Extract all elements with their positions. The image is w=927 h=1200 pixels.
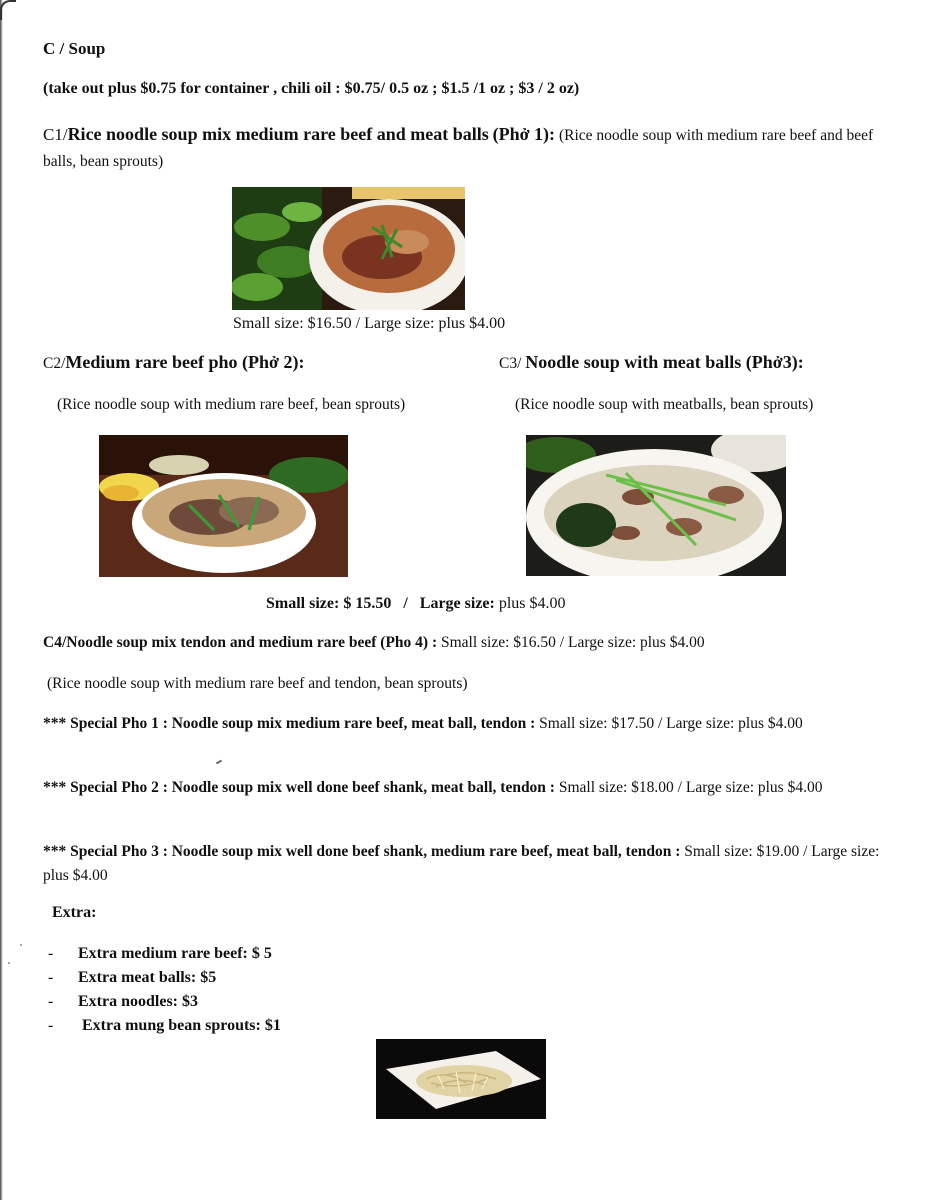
pho2-photo-art (99, 435, 348, 577)
item-c4-description: (Rice noodle soup with medium rare beef and tendon, bean sprouts) (47, 675, 468, 692)
extras-list-item (48, 942, 281, 966)
c2-c3-small-price: Small size: $ 15.50 (266, 595, 392, 612)
scan-speck (216, 760, 222, 765)
special-pho-2 (43, 776, 903, 800)
item-c4 (43, 634, 705, 652)
c2-c3-large-value: plus $4.00 (498, 595, 566, 612)
special-pho-1-price: Small size: $17.50 / Large size: plus $4.00 (539, 715, 803, 732)
item-c2-description: (Rice noodle soup with medium rare beef, bean sprouts) (57, 396, 406, 413)
scan-corner-mark (0, 0, 16, 20)
scan-speck (8, 962, 10, 964)
item-c4-price: Small size: $16.50 / Large size: plus $4.00 (440, 634, 705, 651)
item-c1-description: (Rice noodle soup with medium rare beef and beef balls, bean sprouts) (43, 127, 874, 170)
pho2-photo (99, 435, 348, 577)
special-pho-3-price: Small size: $19.00 / Large size: plus $4.00 (43, 843, 880, 884)
special-pho-2-price: Small size: $18.00 / Large size: plus $4.00 (558, 779, 823, 796)
c2-c3-price (266, 595, 566, 613)
takeout-note: (take out plus $0.75 for container , chili oil : $0.75/ 0.5 oz ; $1.5 /1 oz ; $3 / 2 oz) (43, 80, 580, 97)
item-c3-code: C3/ (499, 355, 522, 372)
item-c2-code: C2/ (43, 355, 66, 372)
item-c3-name: Noodle soup with meat balls (Phở3): (525, 352, 804, 372)
item-c3-description: (Rice noodle soup with meatballs, bean sprouts) (515, 396, 814, 413)
extras-list-item (48, 966, 281, 990)
special-pho-1-name: *** Special Pho 1 : Noodle soup mix medium rare beef, meat ball, tendon : (43, 715, 536, 732)
extra-label: Extra noodles: $3 (78, 993, 198, 1010)
scan-edge (0, 0, 3, 1200)
c2-c3-price-separator: / (403, 595, 408, 612)
extra-label: Extra medium rare beef: $ 5 (78, 945, 272, 962)
list-dash: - (48, 1017, 54, 1034)
bean-sprouts-photo-art (376, 1039, 546, 1119)
special-pho-2-name: *** Special Pho 2 : Noodle soup mix well done beef shank, meat ball, tendon : (43, 779, 555, 796)
bean-sprouts-photo (376, 1039, 546, 1119)
extras-title: Extra: (52, 904, 97, 921)
pho1-photo (232, 187, 465, 310)
item-c1-price: Small size: $16.50 / Large size: plus $4.00 (233, 315, 506, 332)
special-pho-1 (43, 712, 903, 736)
list-dash: - (48, 969, 54, 986)
extra-label: Extra mung bean sprouts: $1 (78, 1017, 281, 1034)
item-c3-heading (499, 352, 804, 373)
list-dash: - (48, 993, 54, 1010)
item-c2-name: Medium rare beef pho (Phở 2): (65, 352, 305, 372)
item-c1-code: C1/ (43, 125, 68, 144)
scan-speck (20, 944, 22, 946)
pho1-photo-art (232, 187, 465, 310)
pho3-photo-art (526, 435, 786, 576)
item-c1 (43, 121, 903, 175)
extra-label: Extra meat balls: $5 (78, 969, 217, 986)
item-c1-name: Rice noodle soup mix medium rare beef and meat balls (67, 124, 489, 144)
special-pho-3 (43, 840, 903, 888)
section-title: C / Soup (43, 39, 106, 58)
pho3-photo (526, 435, 786, 576)
list-dash: - (48, 945, 54, 962)
c2-c3-large-label: Large size: (419, 595, 495, 612)
item-c1-viet-name: (Phở 1): (492, 124, 556, 144)
extras-list (48, 942, 281, 1038)
extras-list-item (48, 1014, 281, 1038)
extras-list-item (48, 990, 281, 1014)
item-c2-heading (43, 352, 305, 373)
item-c4-name: C4/Noodle soup mix tendon and medium rare beef (Pho 4) : (43, 634, 438, 651)
special-pho-3-name: *** Special Pho 3 : Noodle soup mix well done beef shank, medium rare beef, meat ball, tendon : (43, 843, 681, 860)
